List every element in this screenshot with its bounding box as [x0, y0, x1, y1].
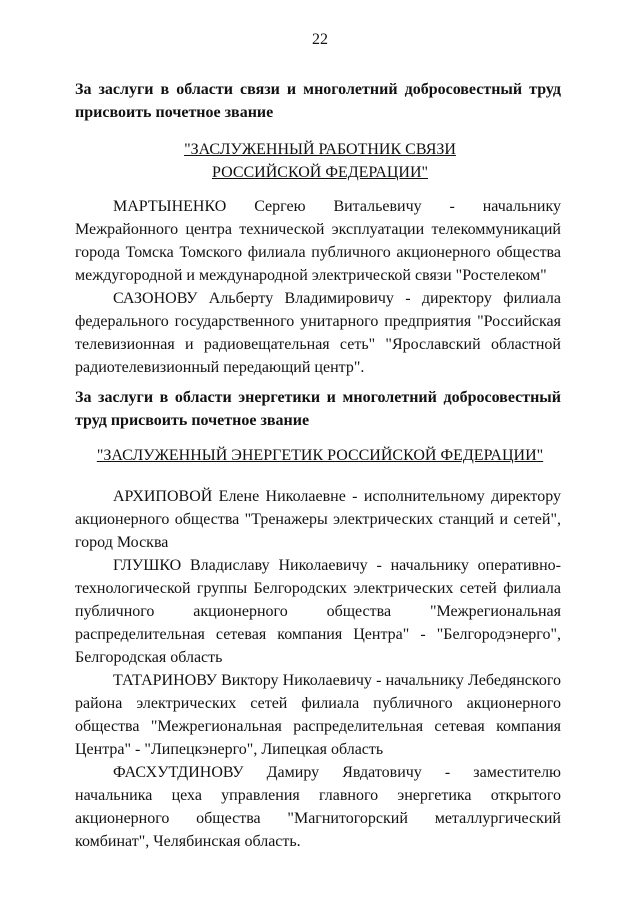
awardee-list-energy: [75, 485, 561, 853]
awardee-entry: ГЛУШКО Владиславу Николаевичу - начальнику оперативно-технологической группы Белгородских электрических сетей филиала публичного акционерного общества "Межрегиональная распределительная сетевая компания Центра" - "Белгородэнерго", Белгородская область: [75, 557, 561, 666]
page-number: 22: [312, 31, 328, 48]
awardee-entry: АРХИПОВОЙ Елене Николаевне - исполнительному директору акционерного общества "Тренажеры электрических станций и сетей", город Москва: [75, 488, 561, 551]
awardee-entry: ТАТАРИНОВУ Виктору Николаевичу - начальнику Лебедянского района электрических сетей филиала публичного акционерного общества "Межрегиональная распределительная сетевая компания Центра" - "Липецкэнерго", Липецкая область: [75, 672, 561, 758]
honorary-title-communications: [0, 138, 640, 184]
honorary-title-energy: [0, 444, 640, 467]
awardee-entry: ФАСХУТДИНОВУ Дамиру Явдатовичу - заместителю начальника цеха управления главного энергетика открытого акционерного общества "Магнитогорский металлургический комбинат", Челябинская область.: [75, 764, 561, 850]
section-heading-communications: За заслуги в области связи и многолетний добросовестный труд присвоить почетное звание: [75, 81, 561, 121]
honorary-title-line-2: РОССИЙСКОЙ ФЕДЕРАЦИИ": [211, 164, 429, 181]
honorary-title-line-1: "ЗАСЛУЖЕННЫЙ ЭНЕРГЕТИК РОССИЙСКОЙ ФЕДЕРАЦИИ": [96, 447, 544, 464]
awardee-list-communications: [75, 195, 561, 379]
awardee-entry: САЗОНОВУ Альберту Владимировичу - директору филиала федерального государственного унитарного предприятия "Российская телевизионная и радиовещательная сеть" "Ярославский областной радиотелевизионный передающий центр".: [75, 290, 561, 376]
honorary-title-line-1: "ЗАСЛУЖЕННЫЙ РАБОТНИК СВЯЗИ: [184, 141, 456, 158]
awardee-entry: МАРТЫНЕНКО Сергею Витальевичу - начальнику Межрайонного центра технической эксплуатации телекоммуникаций города Томска Томского филиала публичного акционерного общества междугородной и международной электрической связи "Ростелеком": [75, 198, 561, 284]
section-heading-energy: За заслуги в области энергетики и многолетний добросовестный труд присвоить почетное звание: [75, 389, 561, 429]
